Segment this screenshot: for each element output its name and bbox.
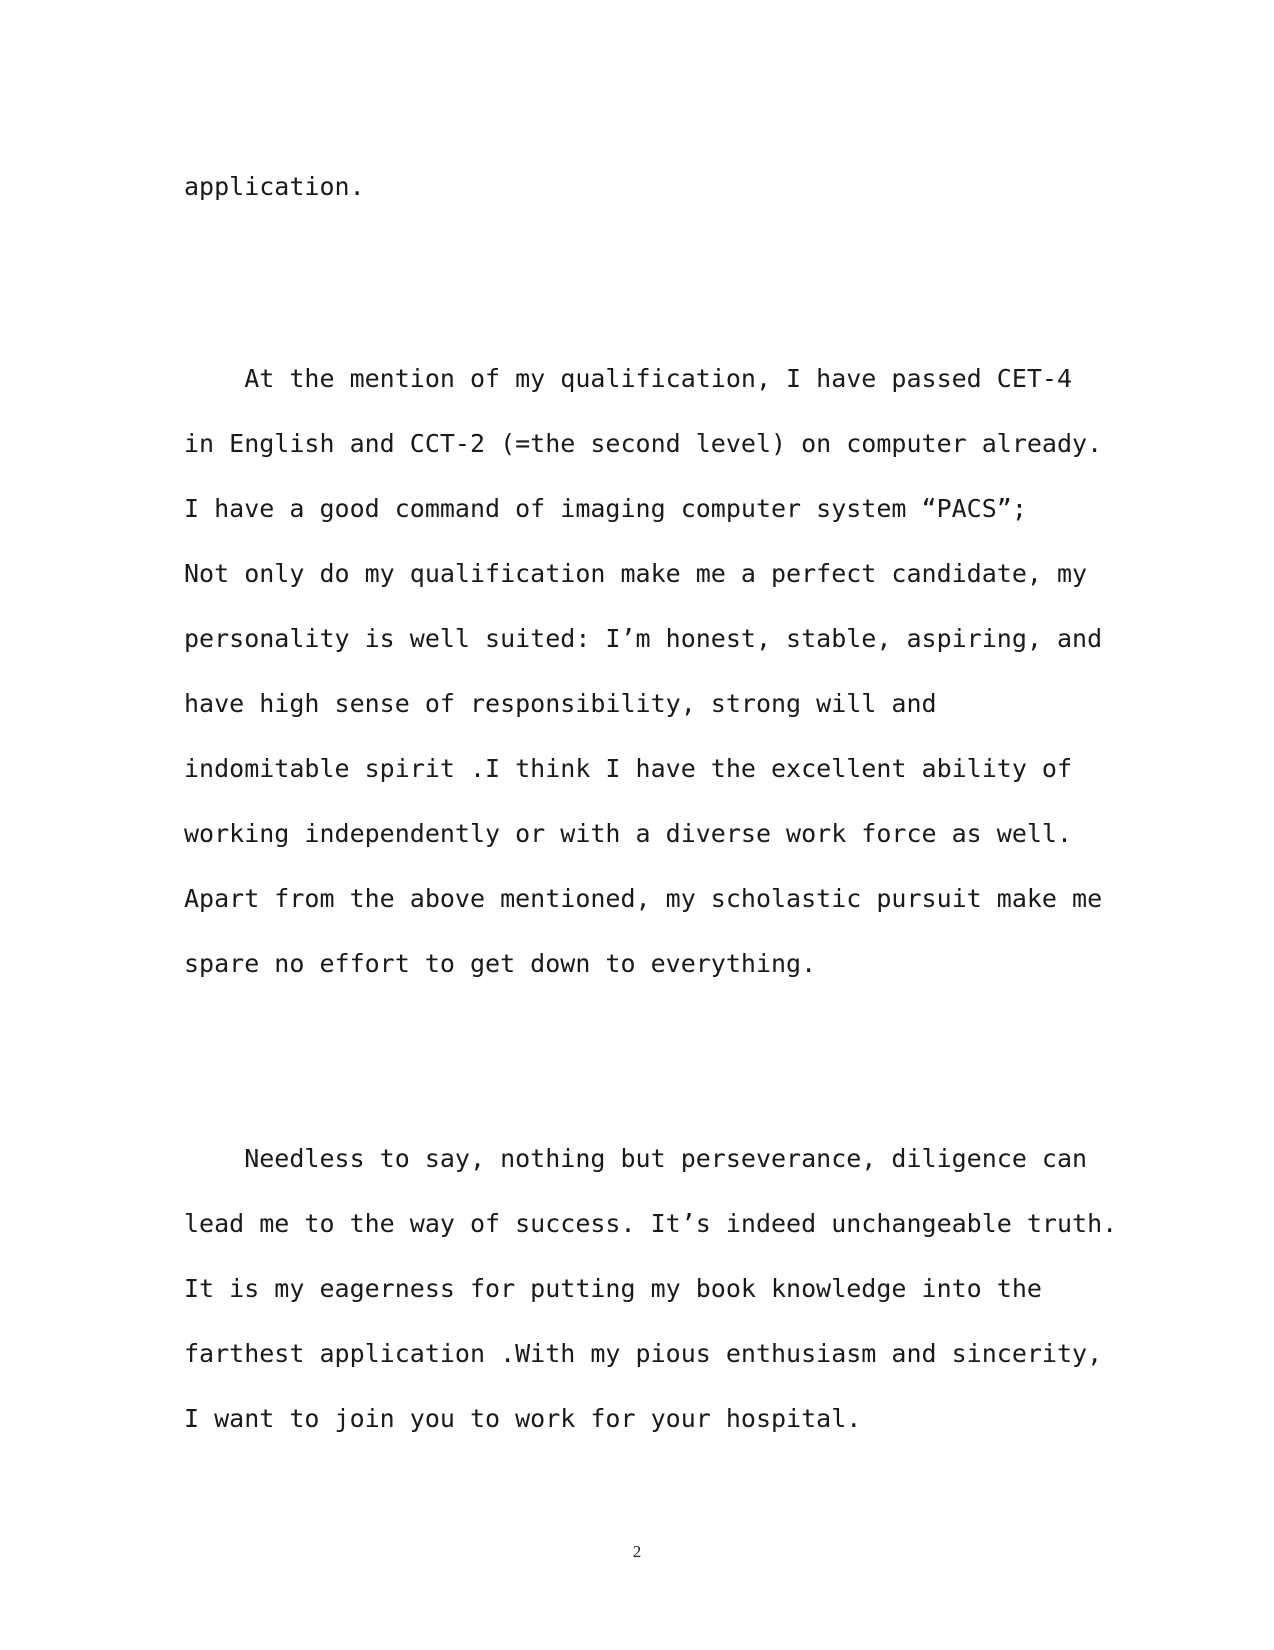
page-number: 2 <box>632 1542 642 1561</box>
paragraph-line: Apart from the above mentioned, my scholastic pursuit make me <box>184 884 1103 913</box>
paragraph-line: spare no effort to get down to everything. <box>184 949 817 978</box>
paragraph-line: lead me to the way of success. It’s indeed unchangeable truth. <box>184 1209 1118 1238</box>
paragraph-line: in English and CCT-2 (=the second level) on computer already. <box>184 429 1103 458</box>
paragraph-line: At the mention of my qualification, I have passed CET-4 <box>184 364 1073 393</box>
paragraph-line: personality is well suited: I’m honest, stable, aspiring, and <box>184 624 1103 653</box>
paragraph-line: Needless to say, nothing but perseverance, diligence can <box>184 1144 1088 1173</box>
paragraph-line: indomitable spirit .I think I have the excellent ability of <box>184 754 1073 783</box>
paragraph-line: It is my eagerness for putting my book knowledge into the <box>184 1274 1042 1303</box>
paragraph-line: I want to join you to work for your hospital. <box>184 1404 862 1433</box>
paragraph-line: I have a good command of imaging computer system “PACS”; <box>184 494 1027 523</box>
paragraph-line: Not only do my qualification make me a perfect candidate, my <box>184 559 1088 588</box>
paragraph-line: working independently or with a diverse work force as well. <box>184 819 1073 848</box>
paragraph-line: have high sense of responsibility, strong will and <box>184 689 937 718</box>
continued-line: application. <box>184 172 365 201</box>
paragraph-line: farthest application .With my pious enthusiasm and sincerity, <box>184 1339 1103 1368</box>
